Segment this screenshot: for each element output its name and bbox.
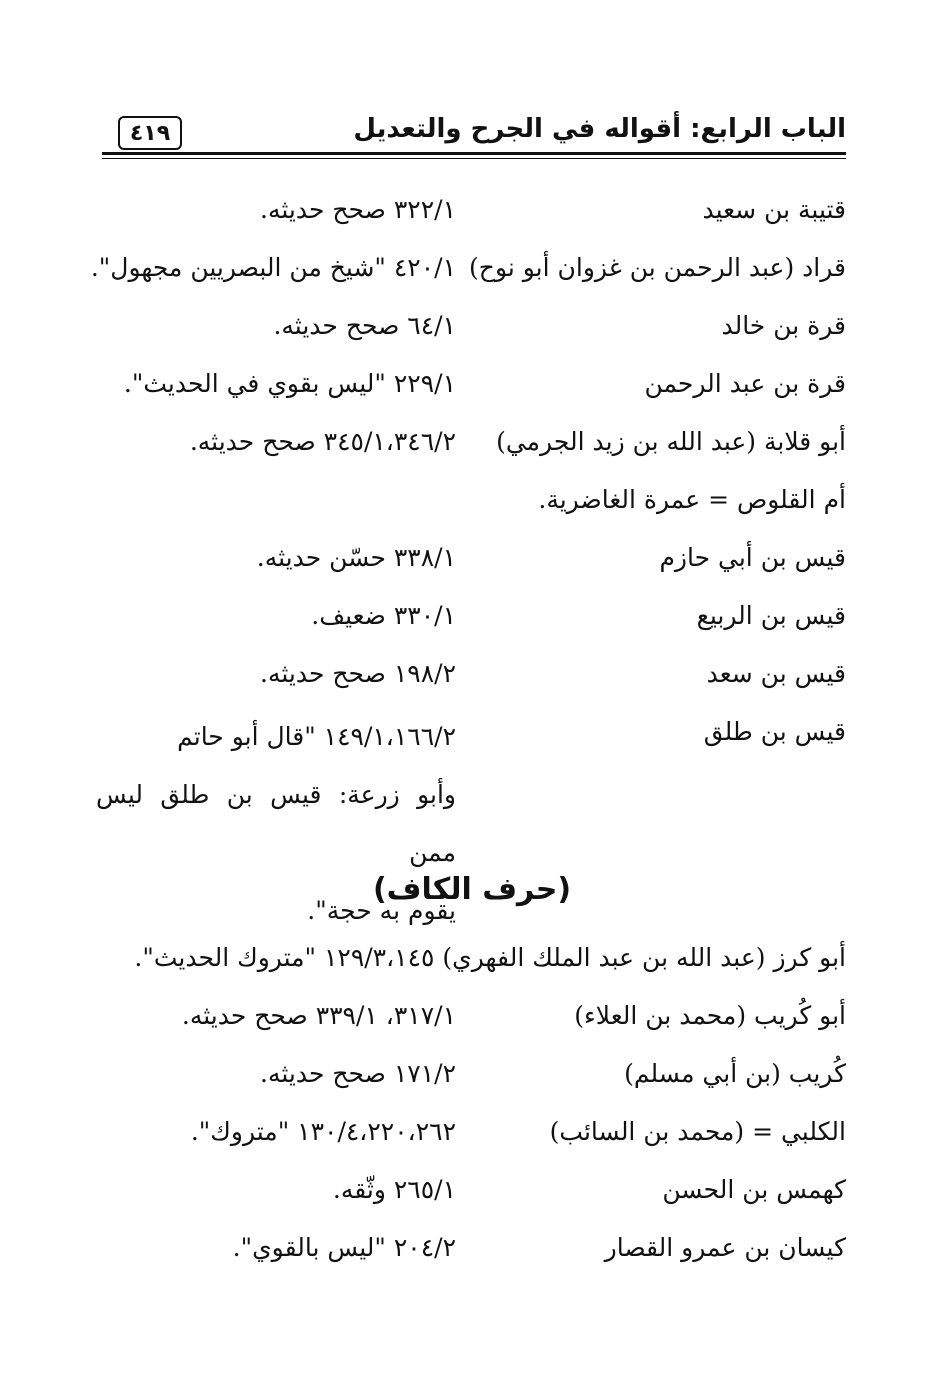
entry-ref-line: وأبو زرعة: قيس بن طلق ليس ممن <box>96 780 456 867</box>
page-number: ٤١٩ <box>118 116 182 150</box>
entry-ref: ١٧١/٢ صحح حديثه. <box>260 1059 456 1088</box>
entry <box>100 1108 846 1166</box>
entry-name: قتيبة بن سعيد <box>702 195 846 224</box>
entry-name: كيسان بن عمرو القصار <box>604 1233 846 1262</box>
entry-name: أم القلوص = عمرة الغاضرية. <box>538 485 846 514</box>
entry-ref: ٢٢٩/١ "ليس بقوي في الحديث". <box>123 369 456 398</box>
entry-name: قرة بن خالد <box>721 311 846 340</box>
entry-ref: ٣٢٢/١ صحح حديثه. <box>260 195 456 224</box>
entry <box>100 592 846 650</box>
entry-ref: ١٩٨/٢ صحح حديثه. <box>260 659 456 688</box>
entry-name: قيس بن طلق <box>703 717 846 746</box>
entry-ref: ٣٣٠/١ ضعيف. <box>311 601 456 630</box>
entry-name: قراد (عبد الرحمن بن غزوان أبو نوح) <box>469 253 846 282</box>
entry-name: أبو قلابة (عبد الله بن زيد الجرمي) <box>496 427 846 456</box>
entry-name: كُريب (بن أبي مسلم) <box>624 1059 846 1088</box>
header-rule-thick <box>102 152 846 155</box>
entry-name: قيس بن أبي حازم <box>659 543 846 572</box>
running-title: الباب الرابع: أقواله في الجرح والتعديل <box>353 114 846 144</box>
entry <box>100 186 846 244</box>
header-rule-thin <box>102 158 846 159</box>
entry-ref: ٤٢٠/١ "شيخ من البصريين مجهول". <box>90 253 456 282</box>
entry <box>90 244 846 302</box>
entry <box>100 476 846 534</box>
entry <box>100 650 846 708</box>
page-header <box>102 108 846 158</box>
entry <box>100 534 846 592</box>
entry-name: قيس بن الربيع <box>696 601 846 630</box>
entry-ref-line: ١٤٩/١،١٦٦/٢ "قال أبو حاتم <box>177 722 456 751</box>
entry-ref: ٢٦٥/١ وثّقه. <box>332 1175 456 1204</box>
entry <box>100 1166 846 1224</box>
entry-name: قيس بن سعد <box>706 659 846 688</box>
entry <box>100 934 846 992</box>
entry-name: أبو كُريب (محمد بن العلاء) <box>574 1001 846 1030</box>
entry-name: الكلبي = (محمد بن السائب) <box>549 1117 846 1146</box>
entry <box>100 1050 846 1108</box>
section-heading: (حرف الكاف) <box>372 872 572 907</box>
entry <box>100 302 846 360</box>
entry-ref: ٣٣٨/١ حسّن حديثه. <box>256 543 456 572</box>
entry-name: كهمس بن الحسن <box>662 1175 846 1204</box>
entry-ref: ٣١٧/١، ٣٣٩/١ صحح حديثه. <box>181 1001 456 1030</box>
entry-ref: ١٣٠/٤،٢٢٠،٢٦٢ "متروك". <box>190 1117 456 1146</box>
entry <box>100 418 846 476</box>
entry-ref: ٢٠٤/٢ "ليس بالقوي". <box>232 1233 456 1262</box>
entry-name: أبو كرز (عبد الله بن عبد الملك الفهري) ١٢٩/٣،١٤٥ "متروك الحديث". <box>134 943 846 972</box>
entry <box>100 992 846 1050</box>
entry-ref: ٣٤٥/١،٣٤٦/٢ صحح حديثه. <box>189 427 456 456</box>
entry <box>100 360 846 418</box>
entry-ref: ٦٤/١ صحح حديثه. <box>273 311 456 340</box>
entry <box>100 1224 846 1282</box>
entries-kaf <box>100 934 846 1282</box>
entry-name: قرة بن عبد الرحمن <box>644 369 846 398</box>
entry-ref-line: يقوم به حجة". <box>307 896 456 925</box>
